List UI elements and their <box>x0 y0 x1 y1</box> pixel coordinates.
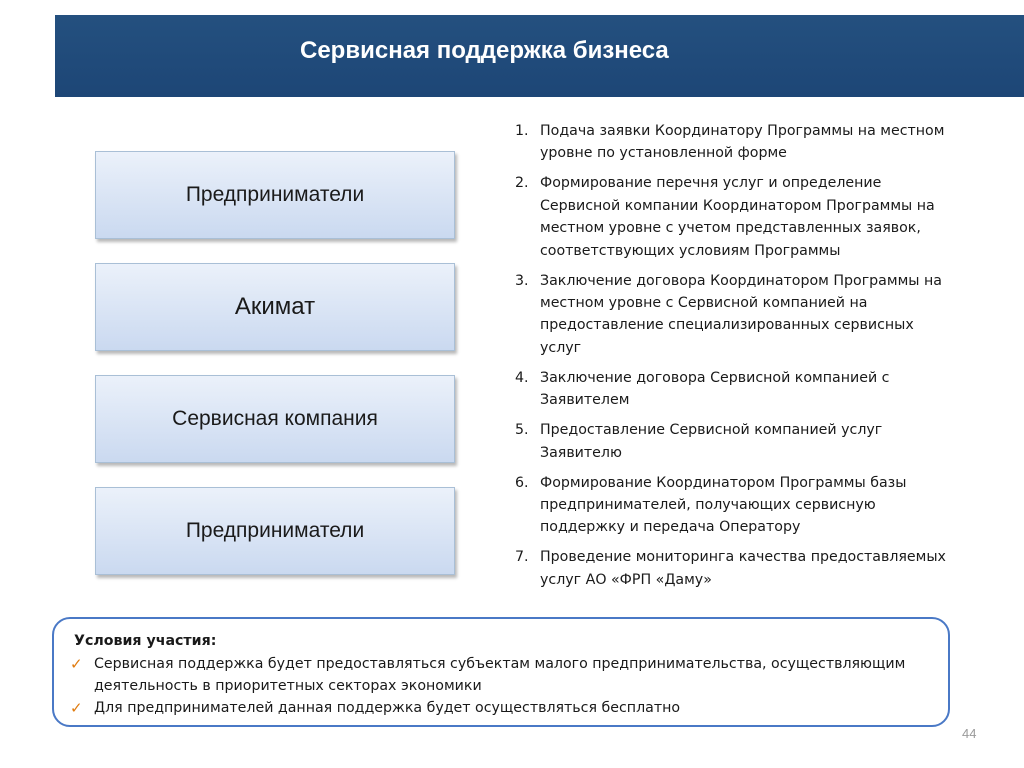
step-text: Формирование перечня услуг и определение Сервисной компании Координатором Программы на местном уровне с учетом представленных заявок, соответствующих условиям Программы <box>540 175 935 259</box>
step-number: 1. <box>515 123 529 139</box>
condition-text: Сервисная поддержка будет предоставляться субъектам малого предпринимательства, осуществляющим деятельность в приоритетных секторах экономики <box>94 656 906 695</box>
step-number: 7. <box>515 549 529 566</box>
condition-item <box>70 653 944 698</box>
step-number: 4. <box>515 369 529 386</box>
process-step <box>515 270 955 360</box>
step-text: Заключение договора Сервисной компанией с Заявителем <box>540 369 890 409</box>
process-step <box>515 419 955 464</box>
flow-box-service-company: Сервисная компания <box>95 375 455 463</box>
process-step <box>515 546 955 591</box>
step-text: Заключение договора Координатором Программы на местном уровне с Сервисной компанией на предоставление специализированных сервисных услуг <box>540 272 942 356</box>
step-text: Подача заявки Координатору Программы на местном уровне по установленной форме <box>540 123 945 162</box>
step-number: 5. <box>515 422 529 439</box>
flow-box-entrepreneurs-bottom: Предприниматели <box>95 487 455 575</box>
process-step <box>515 472 955 539</box>
checkmark-icon: ✓ <box>70 655 83 673</box>
flow-box-entrepreneurs-top: Предприниматели <box>95 151 455 239</box>
checkmark-icon: ✓ <box>70 699 83 717</box>
flow-box-akimat: Акимат <box>95 263 455 351</box>
title-banner <box>55 15 1024 97</box>
process-steps-list <box>515 120 955 599</box>
participation-conditions-panel <box>52 617 950 727</box>
process-step <box>515 367 955 412</box>
conditions-title: Условия участия: <box>74 633 217 649</box>
process-step <box>515 172 955 262</box>
condition-item <box>70 697 944 719</box>
process-step <box>515 120 955 165</box>
step-number: 3. <box>515 272 529 289</box>
step-text: Предоставление Сервисной компанией услуг Заявителю <box>540 422 883 461</box>
condition-text: Для предпринимателей данная поддержка будет осуществляться бесплатно <box>94 700 681 716</box>
step-text: Проведение мониторинга качества предоставляемых услуг АО «ФРП «Даму» <box>540 549 946 588</box>
page-number: 44 <box>962 726 977 741</box>
step-number: 2. <box>515 175 529 192</box>
step-number: 6. <box>515 474 529 491</box>
step-text: Формирование Координатором Программы базы предпринимателей, получающих сервисную поддержку и передача Оператору <box>540 474 907 536</box>
page-title: Сервисная поддержка бизнеса <box>300 37 669 64</box>
